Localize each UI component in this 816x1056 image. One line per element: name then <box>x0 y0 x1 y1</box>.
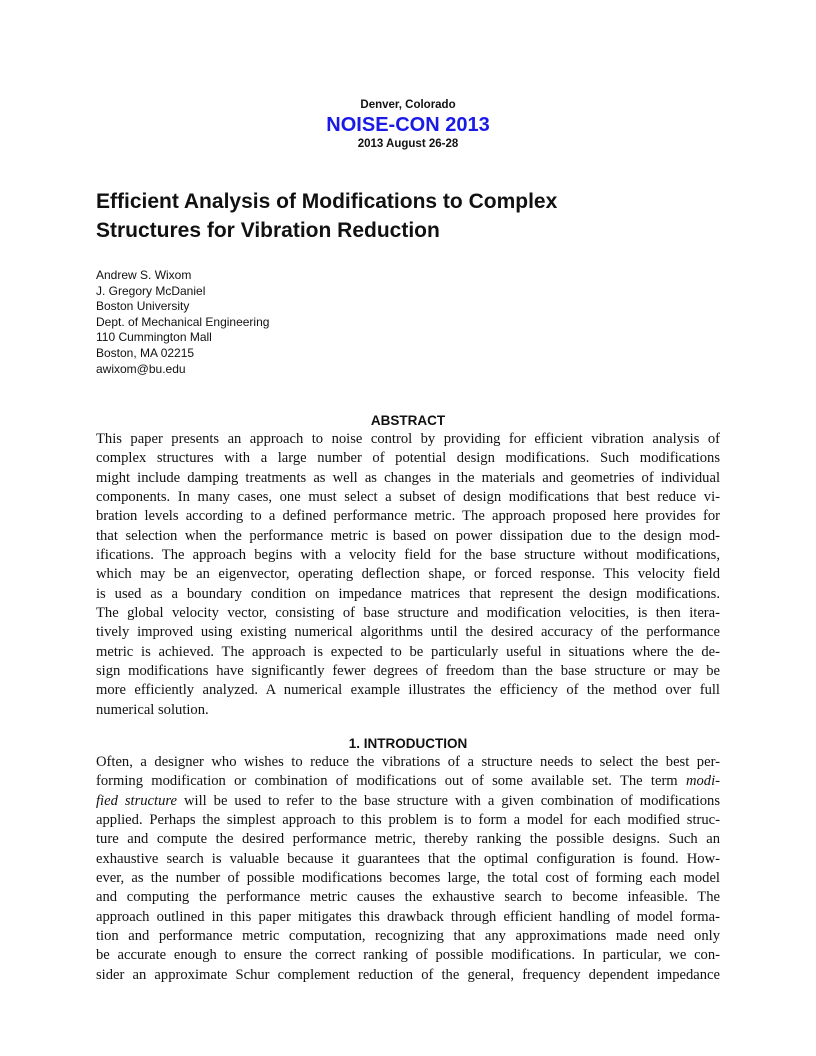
conference-name: NOISE-CON 2013 <box>326 114 490 136</box>
introduction-line: sider an approximate Schur complement reduction of the general, frequency dependent impedance <box>96 966 720 983</box>
abstract-line: sign modifications have significantly fewer degrees of freedom than the base structure or may be <box>96 663 720 680</box>
introduction-line: ever, as the number of possible modifications becomes large, the total cost of forming each model <box>96 870 720 887</box>
abstract-line: ifications. The approach begins with a velocity field for the base structure without modifications, <box>96 547 720 564</box>
introduction-line: applied. Perhaps the simplest approach to this problem is to form a model for each modified struc- <box>96 812 720 829</box>
introduction-line <box>96 772 720 791</box>
abstract-line: components. In many cases, one must select a subset of design modifications that best reduce vi- <box>96 489 720 506</box>
author-name: Andrew S. Wixom <box>96 268 192 282</box>
introduction-line <box>96 792 720 811</box>
paper-title-line: Efficient Analysis of Modifications to Complex <box>96 190 558 213</box>
introduction-line: exhaustive search is valuable because it guarantees that the optimal configuration is found. How- <box>96 850 720 867</box>
abstract-line: complex structures with a large number of potential design modifications. Such modifications <box>96 450 720 467</box>
abstract-heading: ABSTRACT <box>370 413 446 428</box>
author-department: Dept. of Mechanical Engineering <box>96 314 270 329</box>
abstract-line: more efficiently analyzed. A numerical example illustrates the efficiency of the method over full <box>96 682 720 699</box>
conference-location: Denver, Colorado <box>360 99 456 111</box>
abstract-line: numerical solution. <box>96 701 209 718</box>
conference-header <box>96 98 720 151</box>
abstract-line: that selection when the performance metric is based on power dissipation due to the design mod- <box>96 527 720 544</box>
author-address-street: 110 Cummington Mall <box>96 330 212 345</box>
introduction-heading: 1. INTRODUCTION <box>348 736 468 751</box>
abstract-line: This paper presents an approach to noise control by providing for efficient vibration analysis of <box>96 431 720 447</box>
abstract-line: might include damping treatments as well as changes in the materials and geometries of individual <box>96 469 720 486</box>
paper-title <box>96 187 720 245</box>
introduction-line: be accurate enough to ensure the correct ranking of possible modifications. In particular, we con- <box>96 947 720 964</box>
abstract-line: tively improved using existing numerical algorithms until the desired accuracy of the performance <box>96 624 720 641</box>
introduction-line: approach outlined in this paper mitigates this drawback through efficient handling of model forma- <box>96 908 720 925</box>
abstract-body <box>96 430 720 720</box>
author-block <box>96 268 720 377</box>
abstract-line: is used as a boundary condition on impedance matrices that represent the design modifications. <box>96 585 720 602</box>
author-address-city: Boston, MA 02215 <box>96 345 195 360</box>
paper-title-line: Structures for Vibration Reduction <box>96 219 440 242</box>
abstract-line: metric is achieved. The approach is expected to be particularly useful in situations where the de- <box>96 643 720 660</box>
emphasis-text: modi- <box>685 773 720 790</box>
introduction-text: will be used to refer to the base structure with a given combination of modifications <box>183 792 720 809</box>
introduction-line: ture and compute the desired performance metric, thereby ranking the possible designs. Such an <box>96 831 720 848</box>
author-name: J. Gregory McDaniel <box>96 283 206 298</box>
conference-dates: 2013 August 26-28 <box>357 138 459 150</box>
introduction-line: Often, a designer who wishes to reduce the vibrations of a structure needs to select the best per- <box>96 754 720 770</box>
abstract-line: bration levels according to a defined performance metric. The approach proposed here provides for <box>96 508 720 525</box>
paper-page <box>96 0 720 1056</box>
introduction-body <box>96 753 720 985</box>
introduction-line: tion and performance metric computation, recognizing that any approximations made need only <box>96 928 720 945</box>
abstract-line: which may be an eigenvector, operating deflection shape, or forced response. This velocity field <box>96 566 720 583</box>
author-email: awixom@bu.edu <box>96 361 186 376</box>
introduction-line: and computing the performance metric causes the exhaustive search to become infeasible. The <box>96 889 720 906</box>
introduction-text: forming modification or combination of modifications out of some available set. The term <box>96 773 678 790</box>
abstract-line: The global velocity vector, consisting of base structure and modification velocities, is then itera- <box>96 605 720 622</box>
emphasis-text: fied structure <box>96 792 178 809</box>
author-affiliation: Boston University <box>96 299 190 314</box>
